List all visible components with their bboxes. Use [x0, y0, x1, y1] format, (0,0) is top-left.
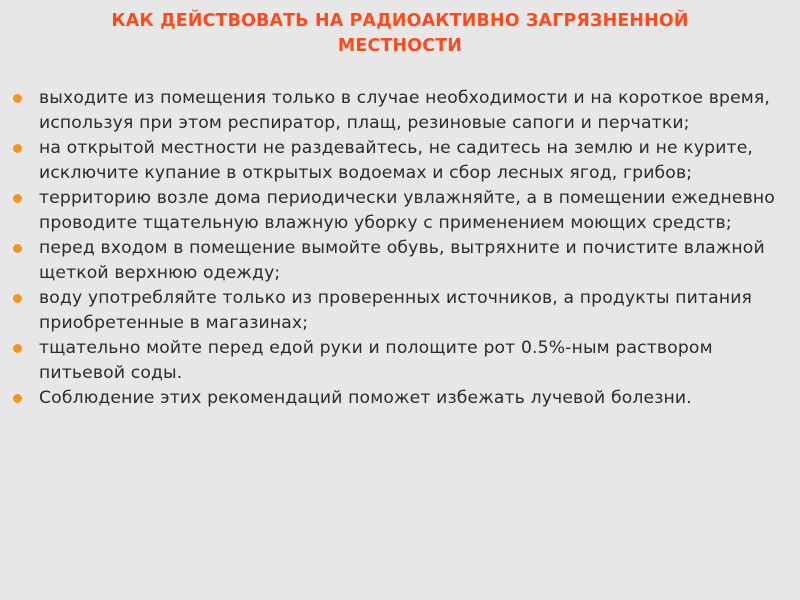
list-item-text: территорию возле дома периодически увлажняйте, а в помещении ежедневно проводите тщательную влажную уборку с применением моющих средств; [39, 188, 775, 233]
bullet-dot-icon [13, 394, 22, 403]
list-item [0, 136, 800, 186]
list-item [0, 86, 800, 136]
list-item-text: Соблюдение этих рекомендаций поможет избежать лучевой болезни. [39, 388, 692, 408]
bullet-dot-icon [13, 244, 22, 253]
bullet-dot-icon [13, 294, 22, 303]
recommendations-list [0, 86, 800, 411]
bullet-dot-icon [13, 194, 22, 203]
list-item-text: воду употребляйте только из проверенных источников, а продукты питания приобретенные в магазинах; [39, 288, 753, 333]
list-item [0, 386, 800, 411]
bullet-dot-icon [13, 344, 22, 353]
list-item [0, 286, 800, 336]
list-item [0, 336, 800, 386]
list-item-text: выходите из помещения только в случае необходимости и на короткое время, используя при этом респиратор, плащ, резиновые сапоги и перчатки; [39, 88, 771, 133]
bullet-dot-icon [13, 94, 22, 103]
list-item-text: на открытой местности не раздевайтесь, не садитесь на землю и не курите, исключите купание в открытых водоемах и сбор лесных ягод, грибов; [39, 138, 754, 183]
list-item-text: тщательно мойте перед едой руки и полощите рот 0.5%-ным раствором питьевой соды. [39, 338, 713, 383]
list-item [0, 236, 800, 286]
list-item-text: перед входом в помещение вымойте обувь, вытряхните и почистите влажной щеткой верхнюю одежду; [39, 238, 765, 283]
bullet-dot-icon [13, 144, 22, 153]
list-item [0, 186, 800, 236]
slide-title: КАК ДЕЙСТВОВАТЬ НА РАДИОАКТИВНО ЗАГРЯЗНЕННОЙ МЕСТНОСТИ [111, 11, 689, 56]
